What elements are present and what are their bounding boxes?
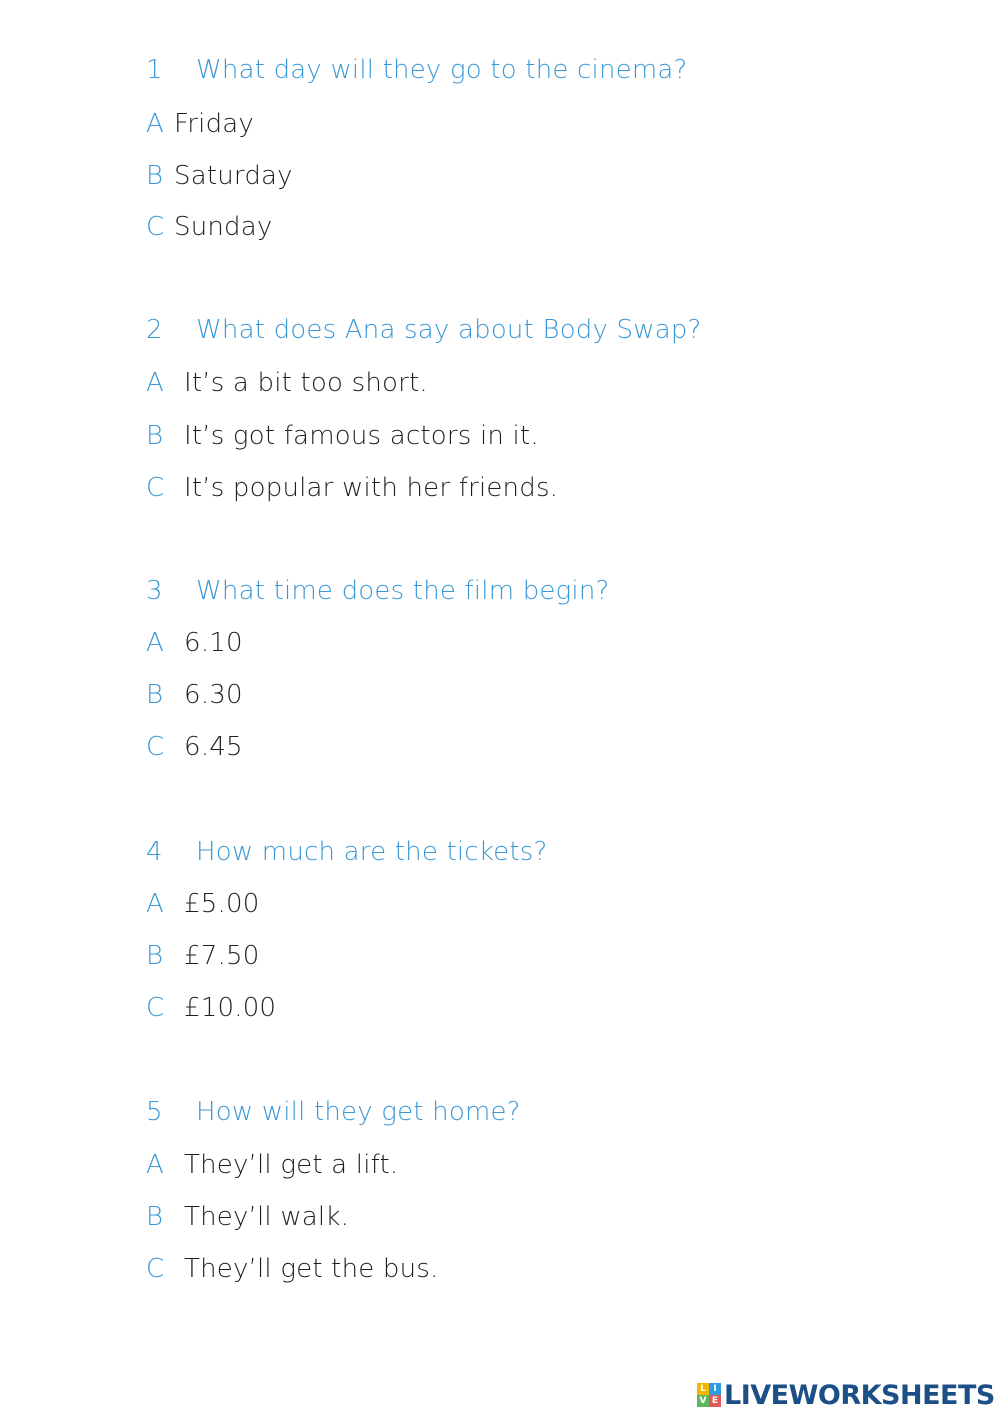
option-b[interactable] (146, 675, 243, 715)
option-text[interactable]: It’s popular with her friends. (184, 473, 559, 503)
option-text[interactable]: 6.30 (184, 680, 243, 710)
option-text[interactable]: They’ll get the bus. (184, 1254, 439, 1284)
logo-mark-icon (697, 1383, 721, 1407)
option-letter: C (146, 993, 165, 1023)
logo-mark-letter: I (709, 1383, 721, 1395)
option-letter: B (146, 1202, 164, 1232)
option-a[interactable] (146, 104, 254, 144)
option-letter: C (146, 212, 165, 242)
question-text: How much are the tickets? (196, 837, 548, 867)
option-text[interactable]: £5.00 (184, 889, 260, 919)
question-number: 5 (146, 1097, 163, 1127)
option-a[interactable] (146, 623, 243, 663)
option-text[interactable]: 6.10 (184, 628, 243, 658)
option-text[interactable]: It’s a bit too short. (184, 368, 428, 398)
option-b[interactable] (146, 156, 293, 196)
question-number: 1 (146, 55, 163, 85)
option-text[interactable]: 6.45 (184, 732, 243, 762)
option-c[interactable] (146, 1249, 439, 1289)
option-b[interactable] (146, 1197, 349, 1237)
option-letter: C (146, 1254, 165, 1284)
question-4-header (146, 832, 547, 872)
option-a[interactable] (146, 1145, 398, 1185)
question-1-header (146, 50, 688, 90)
liveworksheets-logo (697, 1377, 995, 1413)
option-letter: A (146, 368, 164, 398)
option-text[interactable]: They’ll get a lift. (184, 1150, 399, 1180)
question-text: What does Ana say about Body Swap? (196, 315, 702, 345)
option-c[interactable] (146, 468, 558, 508)
option-text[interactable]: £7.50 (184, 941, 260, 971)
option-letter: A (146, 628, 164, 658)
option-text[interactable]: £10.00 (184, 993, 277, 1023)
option-text[interactable]: Saturday (174, 161, 293, 191)
question-2-header (146, 310, 702, 350)
option-letter: A (146, 1150, 164, 1180)
question-number: 2 (146, 315, 163, 345)
option-letter: C (146, 473, 165, 503)
question-5-header (146, 1092, 521, 1132)
question-text: How will they get home? (196, 1097, 521, 1127)
question-number: 3 (146, 576, 163, 606)
logo-mark-letter: V (697, 1395, 709, 1407)
option-letter: B (146, 421, 164, 451)
option-letter: C (146, 732, 165, 762)
question-text: What time does the film begin? (196, 576, 610, 606)
option-letter: B (146, 680, 164, 710)
option-letter: B (146, 941, 164, 971)
option-c[interactable] (146, 727, 243, 767)
option-c[interactable] (146, 207, 272, 247)
logo-mark-letter: L (697, 1383, 709, 1395)
question-number: 4 (146, 837, 163, 867)
option-letter: B (146, 161, 164, 191)
question-3-header (146, 571, 610, 611)
option-c[interactable] (146, 988, 276, 1028)
option-text[interactable]: Friday (174, 109, 254, 139)
question-text: What day will they go to the cinema? (196, 55, 688, 85)
option-a[interactable] (146, 884, 259, 924)
logo-text: LIVEWORKSHEETS (724, 1379, 995, 1411)
option-a[interactable] (146, 363, 428, 403)
option-text[interactable]: They’ll walk. (184, 1202, 350, 1232)
option-b[interactable] (146, 416, 539, 456)
option-b[interactable] (146, 936, 259, 976)
option-letter: A (146, 889, 164, 919)
logo-mark-letter: E (709, 1395, 721, 1407)
option-text[interactable]: Sunday (174, 212, 273, 242)
option-text[interactable]: It’s got famous actors in it. (184, 421, 539, 451)
option-letter: A (146, 109, 164, 139)
